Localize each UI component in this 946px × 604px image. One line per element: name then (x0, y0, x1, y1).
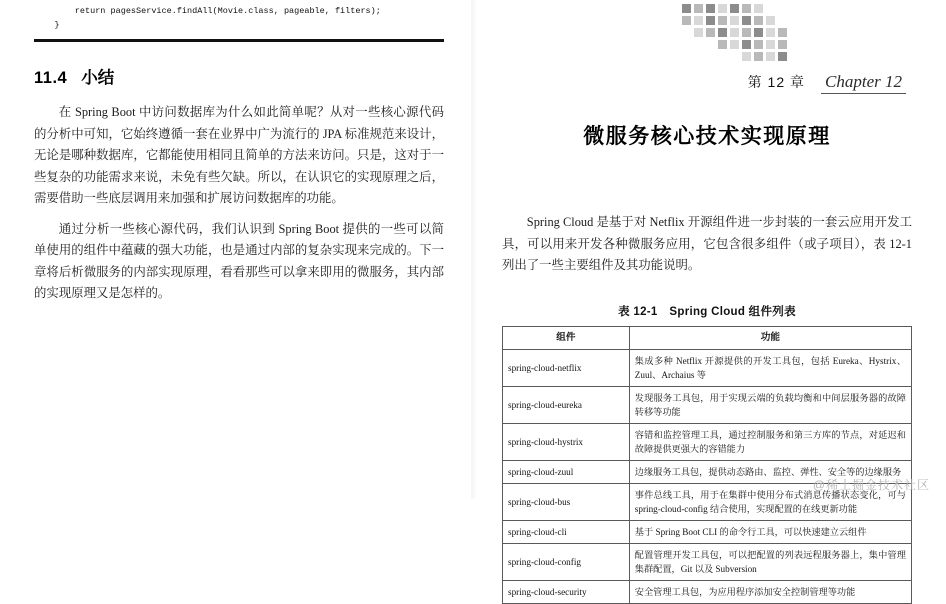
component-name: spring-cloud-config (503, 543, 630, 580)
left-page (0, 0, 472, 499)
spring-cloud-components-table (502, 326, 912, 604)
component-desc: 容错和监控管理工具，通过控制服务和第三方库的节点，对延迟和故障提供更强大的容错能力 (629, 423, 911, 460)
component-name: spring-cloud-netflix (503, 349, 630, 386)
component-desc: 集成多种 Netflix 开源提供的开发工具包，包括 Eureka、Hystrix、Zuul、Archaius 等 (629, 349, 911, 386)
table-row (503, 423, 912, 460)
section-heading (34, 64, 444, 88)
chapter-number-label: 第 12 章 (747, 74, 806, 90)
component-name: spring-cloud-cli (503, 520, 630, 543)
component-desc: 发现服务工具包，用于实现云端的负载均衡和中间层服务器的故障转移等功能 (629, 386, 911, 423)
table-row (503, 543, 912, 580)
chapter-title: 微服务核心技术实现原理 (583, 125, 831, 148)
component-desc: 基于 Spring Boot CLI 的命令行工具，可以快速建立云组件 (629, 520, 911, 543)
deco-grid (682, 4, 794, 60)
component-desc: 边缘服务工具包，提供动态路由、监控、弹性、安全等的边缘服务 (629, 460, 911, 483)
component-name: spring-cloud-eureka (503, 386, 630, 423)
section-title: 小结 (81, 69, 115, 87)
component-name: spring-cloud-bus (503, 483, 630, 520)
paragraph: Spring Cloud 是基于对 Netflix 开源组件进一步封装的一套云应用开发工具，可以用来开发各种微服务应用，它包含很多组件（或子项目），表 12-1 列出了一些主要组件及其功能说明。 (502, 215, 912, 272)
table-header-cell: 功能 (629, 326, 911, 349)
component-name: spring-cloud-security (503, 580, 630, 603)
paragraph: 在 Spring Boot 中访问数据库为什么如此简单呢？从对一些核心源代码的分析中可知，它始终遵循一套在业界中广为流行的 JPA 标准规范来设计，无论是哪种数据库，它都能使用相同且简单的方法来访问。只是，这对于一些复杂的功能需求来说，未免有些欠缺。所以，在认识它的实现原理之后，需要借助一些底层调用来加强和扩展访问数据库的功能。 (34, 105, 444, 205)
code-line: return pagesService.findAll(Movie.class, pageable, filters); (34, 6, 381, 16)
right-page-body (502, 212, 912, 277)
paragraph: 通过分析一些核心源代码，我们认识到 Spring Boot 提供的一些可以简单使用的组件中蕴藏的强大功能，也是通过内部的复杂实现来完成的。下一章将后析微服务的内部实现原理，看看那些可以拿来即用的微服务，其内部的实现原理又是怎样的。 (34, 221, 444, 300)
right-page (472, 0, 946, 597)
code-line: } (34, 20, 60, 30)
component-desc: 配置管理开发工具包，可以把配置的列表远程服务器上，集中管理集群配置，Git 以及 Subversion (629, 543, 911, 580)
table-row (503, 349, 912, 386)
component-name: spring-cloud-hystrix (503, 423, 630, 460)
code-block (34, 0, 444, 38)
table-caption: 表 12-1 Spring Cloud 组件列表 (618, 305, 796, 318)
table-row (503, 580, 912, 603)
table-header-row (503, 326, 912, 349)
component-name: spring-cloud-zuul (503, 460, 630, 483)
table-row (503, 520, 912, 543)
chapter-script-label: Chapter 12 (821, 72, 906, 94)
chapter-decoration (502, 4, 912, 66)
table-header-cell: 组件 (503, 326, 630, 349)
table-row (503, 386, 912, 423)
component-desc: 事件总线工具，用于在集群中使用分布式消息传播状态变化，可与 spring-cloud-config 结合使用，实现配置的在线更新功能 (629, 483, 911, 520)
section-number: 11.4 (34, 69, 68, 87)
chapter-label-row (502, 72, 912, 94)
watermark: @稀土掘金技术社区 (812, 478, 930, 492)
component-desc: 安全管理工具包，为应用程序添加安全控制管理等功能 (629, 580, 911, 603)
